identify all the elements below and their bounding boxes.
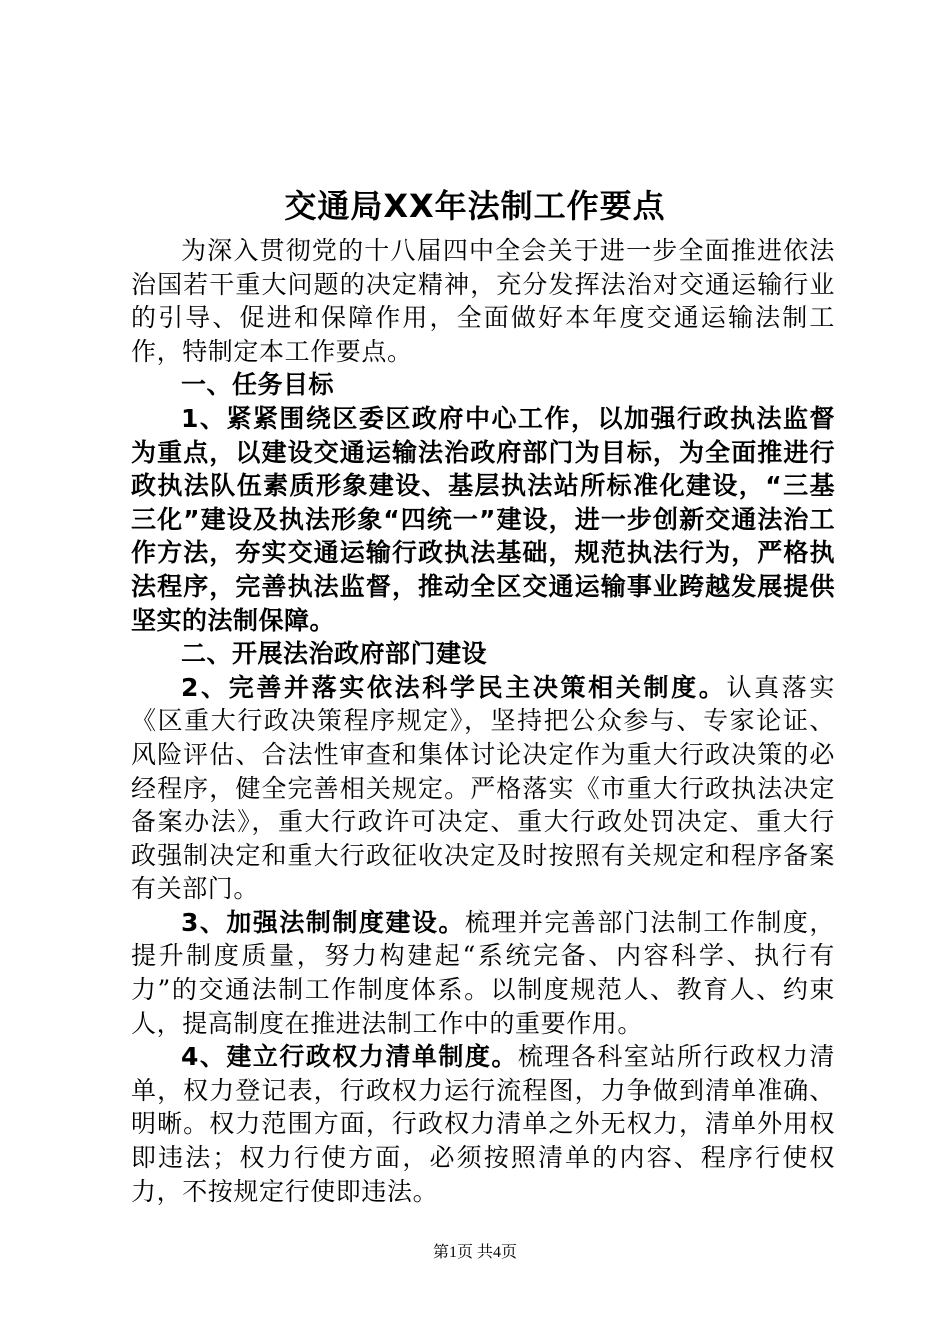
page-footer: 第1页 共4页 — [432, 1244, 517, 1261]
item-2-text: 认真落实《区重大行政决策程序规定》，坚持把公众参与、专家论证、风险评估、合法性审查和集体讨论决定作为重大行政决策的必经程序，健全完善相关规定。严格落实《市重大行政执法决定备案办法》，重大行政许可决定、重大行政处罚决定、重大行政强制决定和重大行政征收决定及时按照有关规定和程序备案有关部门。 — [131, 672, 835, 904]
intro-paragraph: 为深入贯彻党的十八届四中全会关于进一步全面推进依法治国若干重大问题的决定精神，充分发挥法治对交通运输行业的引导、促进和保障作用，全面做好本年度交通运输法制工作，特制定本工作要点。 — [131, 236, 835, 366]
item-2-paragraph — [131, 671, 835, 906]
item-4-lead: 4、建立行政权力清单制度。 — [181, 1042, 518, 1072]
item-2-lead: 2、完善并落实依法科学民主决策相关制度。 — [181, 672, 727, 702]
document-title: 交通局XX年法制工作要点 — [284, 187, 666, 225]
item-4-paragraph — [131, 1040, 835, 1208]
section-heading-2: 二、开展法治政府部门建设 — [181, 639, 488, 669]
item-3-text: 梳理并完善部门法制工作制度，提升制度质量，努力构建起“系统完备、内容科学、执行有力”的交通法制工作制度体系。以制度规范人、教育人、约束人，提高制度在推进法制工作中的重要作用。 — [131, 907, 836, 1038]
section-heading-1: 一、任务目标 — [181, 370, 335, 400]
item-3-lead: 3、加强法制制度建设。 — [181, 907, 465, 937]
item-3-paragraph — [131, 906, 835, 1040]
item-1-paragraph: 1、紧紧围绕区委区政府中心工作，以加强行政执法监督为重点，以建设交通运输法治政府部门为目标，为全面推进行政执法队伍素质形象建设、基层执法站所标准化建设，“三基三化”建设及执法形象“四统一”建设，进一步创新交通法治工作方法，夯实交通运输行政执法基础，规范执法行为，严格执法程序，完善执法监督，推动全区交通运输事业跨越发展提供坚实的法制保障。 — [131, 403, 835, 635]
item-4-text: 梳理各科室站所行政权力清单，权力登记表，行政权力运行流程图，力争做到清单准确、明晰。权力范围方面，行政权力清单之外无权力，清单外用权即违法；权力行使方面，必须按照清单的内容、程序行使权力，不按规定行使即违法。 — [131, 1042, 836, 1206]
document-body — [131, 234, 835, 1208]
